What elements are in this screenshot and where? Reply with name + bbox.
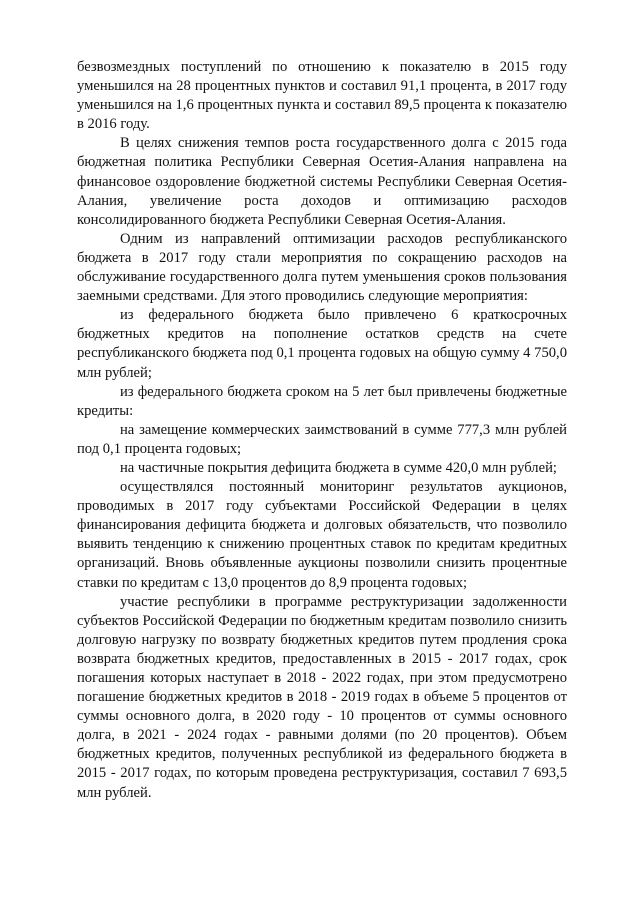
list-item-deficit-coverage: на частичные покрытия дефицита бюджета в сумме 420,0 млн рублей; xyxy=(120,459,557,476)
list-item-auction-monitoring: осуществлялся постоянный мониторинг результатов аукционов, проводимых в 2017 году субъектами Российской Федерации в целях финансирования дефицита бюджета и долговых обязательств, что позволило выявить тенденцию к снижению процентных ставок по кредитам кредитных организаций. Вновь объявленные аукционы позволили снизить процентные ставки по кредитам с 13,0 процентов до 8,9 процента годовых; xyxy=(77,479,567,591)
list-item-restructuring: участие республики в программе реструктуризации задолженности субъектов Российской Федерации по бюджетным кредитам позволило снизить долговую нагрузку по возврату бюджетных кредитов путем продления срока возврата бюджетных кредитов, предоставленных в 2015 - 2017 годах, срок погашения которых наступает в 2018 - 2022 годах, при этом предусмотрено погашение бюджетных кредитов в 2018 - 2019 годах в объеме 5 процентов от суммы основного долга, в 2020 году - 10 процентов от суммы основного долга, в 2021 - 2024 годах - равными долями (по 20 процентов). Объем бюджетных кредитов, полученных республикой из федерального бюджета в 2015 - 2017 годах, по которым проведена реструктуризация, составил 7 693,5 млн рублей. xyxy=(77,593,567,801)
paragraph-debt-policy: В целях снижения темпов роста государственного долга с 2015 года бюджетная политика Республики Северная Осетия-Алания направлена на финансовое оздоровление бюджетной системы Республики Северная Осетия-Алания, увеличение роста доходов и оптимизацию расходов консолидированного бюджета Республики Северная Осетия-Алания. xyxy=(77,135,567,228)
document-page xyxy=(77,58,567,803)
paragraph-cost-optimization: Одним из направлений оптимизации расходов республиканского бюджета в 2017 году стали мероприятия по сокращению расходов на обслуживание государственного долга путем уменьшения сроков пользования заемными средствами. Для этого проводились следующие мероприятия: xyxy=(77,230,567,305)
list-item-five-year-credits: из федерального бюджета сроком на 5 лет был привлечены бюджетные кредиты: xyxy=(77,383,567,419)
paragraph-revenue-share: безвозмездных поступлений по отношению к показателю в 2015 году уменьшился на 28 процентных пунктов и составил 91,1 процента, в 2017 году уменьшился на 1,6 процентных пункта и составил 89,5 процента к показателю в 2016 году. xyxy=(77,59,567,133)
list-item-commercial-replacement: на замещение коммерческих заимствований в сумме 777,3 млн рублей под 0,1 процента годовых; xyxy=(77,421,567,457)
list-item-short-term-credits: из федерального бюджета было привлечено 6 краткосрочных бюджетных кредитов на пополнение остатков средств на счете республиканского бюджета под 0,1 процента годовых на общую сумму 4 750,0 млн рублей; xyxy=(77,307,567,381)
